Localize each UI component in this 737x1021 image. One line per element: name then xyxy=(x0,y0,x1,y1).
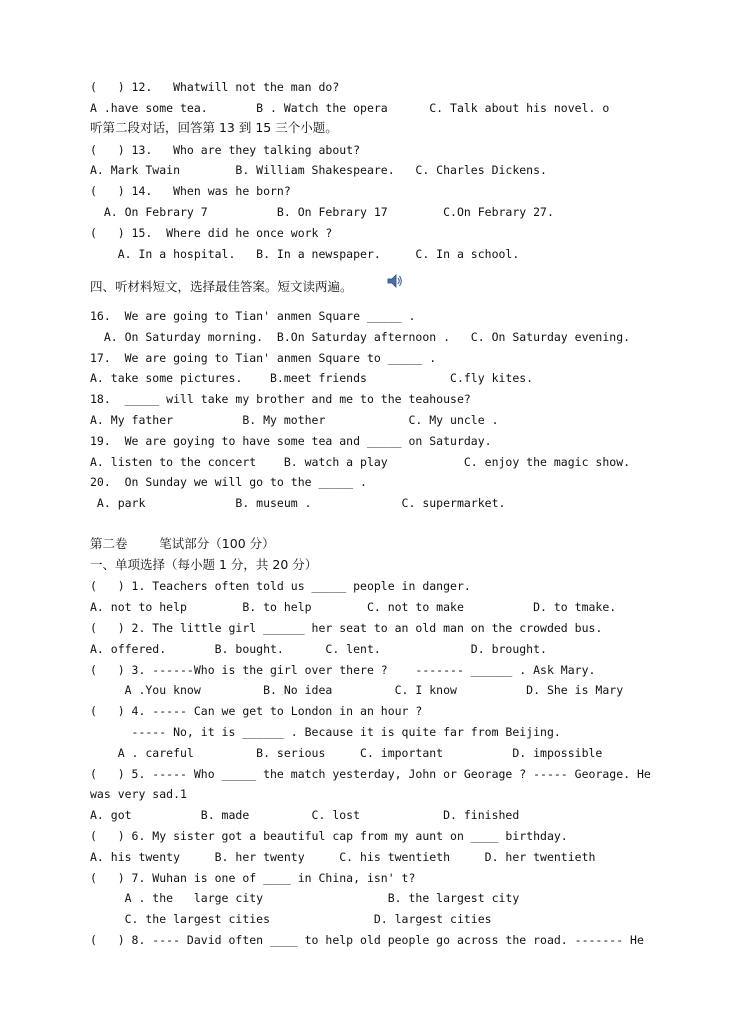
question-15: ( ) 15. Where did he once work ? xyxy=(90,226,333,240)
options-4: A . careful B. serious C. important D. impossible xyxy=(90,746,603,760)
options-12: A .have some tea. B . Watch the opera C. Talk about his novel. o xyxy=(90,101,610,115)
question-5-continued: was very sad.1 xyxy=(90,787,187,801)
options-19: A. listen to the concert B. watch a play C. enjoy the magic show. xyxy=(90,455,631,469)
options-2: A. offered. B. bought. C. lent. D. brought. xyxy=(90,642,547,656)
question-14: ( ) 14. When was he born? xyxy=(90,184,291,198)
options-13: A. Mark Twain B. William Shakespeare. C. Charles Dickens. xyxy=(90,163,547,177)
question-2: ( ) 2. The little girl ______ her seat to an old man on the crowded bus. xyxy=(90,621,603,635)
question-13: ( ) 13. Who are they talking about? xyxy=(90,143,361,157)
question-4-reply: ----- No, it is ______ . Because it is quite far from Beijing. xyxy=(90,725,561,739)
question-5: ( ) 5. ----- Who _____ the match yesterday, John or Georage ? ----- Georage. He xyxy=(90,767,651,781)
question-19: 19. We are goying to have some tea and _____ on Saturday. xyxy=(90,434,492,448)
options-20: A. park B. museum . C. supermarket. xyxy=(90,496,506,510)
options-5: A. got B. made C. lost D. finished xyxy=(90,808,520,822)
options-7-cd: C. the largest cities D. largest cities xyxy=(90,912,492,926)
options-15: A. In a hospital. B. In a newspaper. C. In a school. xyxy=(90,247,520,261)
section-one-heading: 一、单项选择（每小题 1 分，共 20 分） xyxy=(90,557,318,572)
question-12: ( ) 12. Whatwill not the man do? xyxy=(90,80,340,94)
options-7-ab: A . the large city B. the largest city xyxy=(90,891,520,905)
options-17: A. take some pictures. B.meet friends C.fly kites. xyxy=(90,371,534,385)
options-3: A .You know B. No idea C. I know D. She is Mary xyxy=(90,683,624,697)
options-6: A. his twenty B. her twenty C. his twentieth D. her twentieth xyxy=(90,850,596,864)
part-two-heading: 第二卷 笔试部分（100 分） xyxy=(90,536,275,551)
question-3: ( ) 3. ------Who is the girl over there ? ------- ______ . Ask Mary. xyxy=(90,663,596,677)
options-14: A. On Febrary 7 B. On Febrary 17 C.On Febrary 27. xyxy=(90,205,554,219)
question-8: ( ) 8. ---- David often ____ to help old people go across the road. ------- He xyxy=(90,933,644,947)
question-17: 17. We are going to Tian' anmen Square to _____ . xyxy=(90,351,437,365)
question-1: ( ) 1. Teachers often told us _____ people in danger. xyxy=(90,579,471,593)
section-instruction-dialogue-2: 听第二段对话，回答第 13 到 15 三个小题。 xyxy=(90,120,338,135)
question-20: 20. On Sunday we will go to the _____ . xyxy=(90,475,367,489)
speaker-icon[interactable] xyxy=(385,272,403,290)
question-6: ( ) 6. My sister got a beautiful cap from my aunt on ____ birthday. xyxy=(90,829,568,843)
section-four-heading: 四、听材料短文，选择最佳答案。短文读两遍。 xyxy=(90,279,353,294)
question-18: 18. _____ will take my brother and me to the teahouse? xyxy=(90,392,471,406)
options-16: A. On Saturday morning. B.On Saturday afternoon . C. On Saturday evening. xyxy=(90,330,631,344)
question-16: 16. We are going to Tian' anmen Square _____ . xyxy=(90,309,416,323)
options-18: A. My father B. My mother C. My uncle . xyxy=(90,413,499,427)
question-4: ( ) 4. ----- Can we get to London in an hour ? xyxy=(90,704,423,718)
question-7: ( ) 7. Wuhan is one of ____ in China, isn' t? xyxy=(90,871,416,885)
options-1: A. not to help B. to help C. not to make D. to tmake. xyxy=(90,600,617,614)
